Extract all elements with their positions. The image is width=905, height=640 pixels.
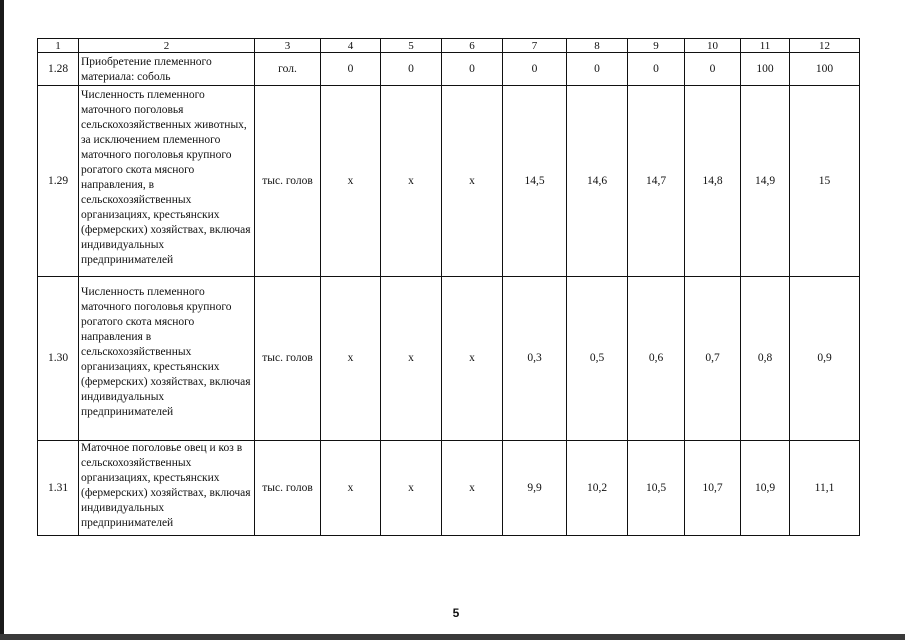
header-cell: 5 [381, 39, 442, 53]
table-row [38, 277, 860, 441]
value-cell: 14,6 [567, 86, 628, 277]
value-cell: 0 [381, 53, 442, 86]
header-cell: 9 [628, 39, 685, 53]
value-cell: х [321, 86, 381, 277]
value-cell: 14,7 [628, 86, 685, 277]
row-number: 1.30 [38, 277, 79, 441]
value-cell: х [321, 277, 381, 441]
scan-left-edge [0, 0, 4, 640]
value-cell: х [442, 441, 503, 536]
header-cell: 10 [685, 39, 741, 53]
header-cell: 7 [503, 39, 567, 53]
value-cell: 10,9 [741, 441, 790, 536]
value-cell: 0 [685, 53, 741, 86]
value-cell: 15 [790, 86, 860, 277]
value-cell: х [321, 441, 381, 536]
value-cell: х [381, 86, 442, 277]
unit-cell: тыс. голов [255, 86, 321, 277]
value-cell: 0 [503, 53, 567, 86]
header-cell: 11 [741, 39, 790, 53]
header-cell: 1 [38, 39, 79, 53]
value-cell: х [442, 277, 503, 441]
value-cell: 10,2 [567, 441, 628, 536]
value-cell: 0,9 [790, 277, 860, 441]
value-cell: х [442, 86, 503, 277]
value-cell: х [381, 277, 442, 441]
indicator-name: Приобретение племенного материала: соболь [79, 53, 255, 86]
page-number: 5 [452, 606, 460, 620]
value-cell: 14,5 [503, 86, 567, 277]
header-cell: 6 [442, 39, 503, 53]
value-cell: 0 [442, 53, 503, 86]
value-cell: 0 [628, 53, 685, 86]
indicator-table [37, 38, 860, 536]
value-cell: 0,6 [628, 277, 685, 441]
value-cell: 14,9 [741, 86, 790, 277]
value-cell: 100 [741, 53, 790, 86]
value-cell: 10,7 [685, 441, 741, 536]
value-cell: 9,9 [503, 441, 567, 536]
unit-cell: тыс. голов [255, 441, 321, 536]
row-number: 1.31 [38, 441, 79, 536]
row-number: 1.29 [38, 86, 79, 277]
row-number: 1.28 [38, 53, 79, 86]
header-cell: 4 [321, 39, 381, 53]
value-cell: 14,8 [685, 86, 741, 277]
indicator-name: Маточное поголовье овец и коз в сельскохозяйственных организациях, крестьянских (фермерских) хозяйствах, включая индивидуальных предпринимателей [79, 441, 255, 536]
header-cell: 3 [255, 39, 321, 53]
table-row [38, 86, 860, 277]
indicator-name: Численность племенного маточного поголовья крупного рогатого скота мясного направления в сельскохозяйственных организациях, крестьянских (фермерских) хозяйствах, включая индивидуальных предпринимателей [79, 277, 255, 441]
header-cell: 8 [567, 39, 628, 53]
unit-cell: гол. [255, 53, 321, 86]
value-cell: 0 [567, 53, 628, 86]
value-cell: х [381, 441, 442, 536]
scan-bottom-edge [0, 634, 905, 640]
value-cell: 0,3 [503, 277, 567, 441]
unit-cell: тыс. голов [255, 277, 321, 441]
value-cell: 0,8 [741, 277, 790, 441]
table-row [38, 441, 860, 536]
value-cell: 11,1 [790, 441, 860, 536]
value-cell: 0,7 [685, 277, 741, 441]
value-cell: 0,5 [567, 277, 628, 441]
value-cell: 10,5 [628, 441, 685, 536]
header-cell: 12 [790, 39, 860, 53]
indicator-name: Численность племенного маточного поголовья сельскохозяйственных животных, за исключением племенного маточного поголовья крупного рогатого скота мясного направления, в сельскохозяйственных организациях, крестьянских (фермерских) хозяйствах, включая индивидуальных предпринимателей [79, 86, 255, 277]
table-header-row [38, 39, 860, 53]
header-cell: 2 [79, 39, 255, 53]
value-cell: 0 [321, 53, 381, 86]
value-cell: 100 [790, 53, 860, 86]
table-row [38, 53, 860, 86]
